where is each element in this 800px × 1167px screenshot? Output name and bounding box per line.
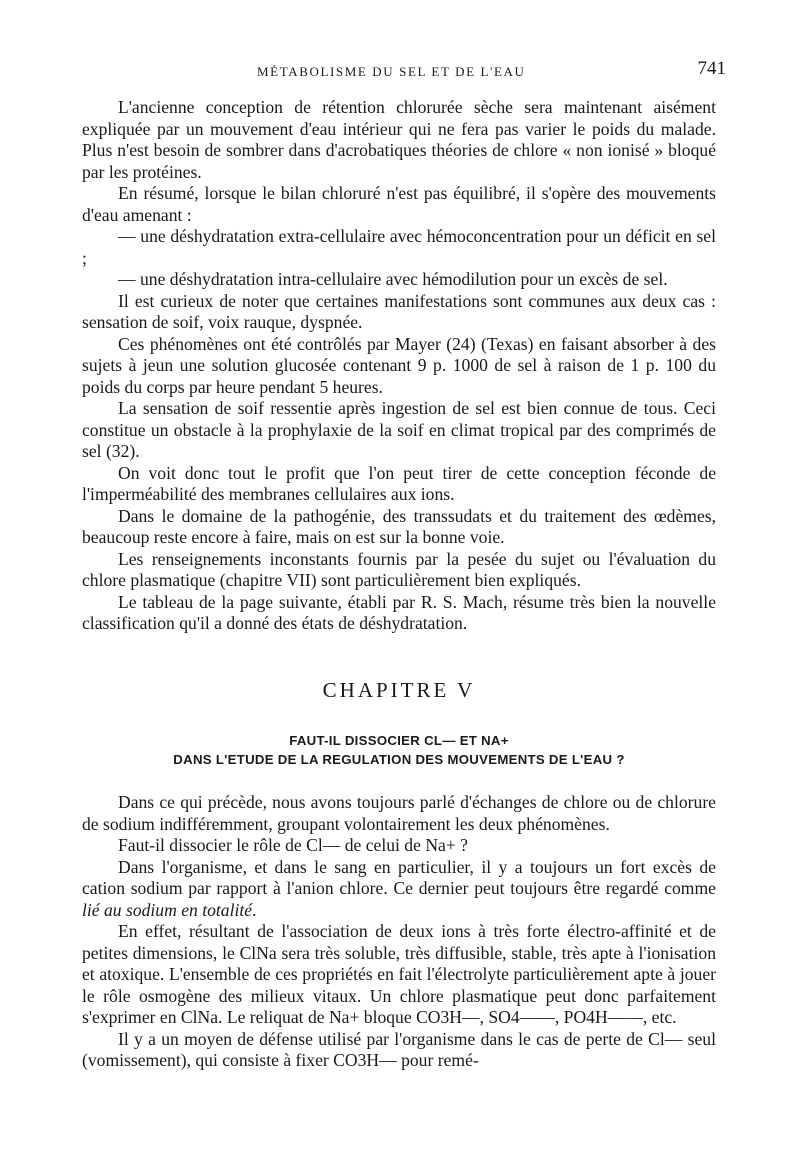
paragraph: Faut-il dissocier le rôle de Cl— de celui de Na+ ? [118, 835, 468, 855]
paragraph: L'ancienne conception de rétention chlorurée sèche sera maintenant aisément expliquée par un mouvement d'eau intérieur qui ne fera pas varier le poids du malade. Plus n'est besoin de sombrer dans d'acrobatiques théories de chlore « non ionisé » bloqué par les protéines. [82, 97, 716, 182]
paragraph: On voit donc tout le profit que l'on peut tirer de cette conception féconde de l'imperméabilité des membranes cellulaires aux ions. [82, 462, 716, 504]
paragraph: Dans ce qui précède, nous avons toujours parlé d'échanges de chlore ou de chlorure de sodium indifféremment, groupant volontairement les deux phénomènes. [82, 792, 716, 834]
paragraph-text: Dans l'organisme, et dans le sang en particulier, il y a toujours un fort excès de cation sodium par rapport à l'anion chlore. Ce dernier peut toujours être regardé comme [82, 856, 716, 898]
paragraph: Les renseignements inconstants fournis par la pesée du sujet ou l'évaluation du chlore plasmatique (chapitre VII) sont particulièrement bien expliqués. [82, 548, 716, 590]
paragraph: Il est curieux de noter que certaines manifestations sont communes aux deux cas : sensation de soif, voix rauque, dyspnée. [82, 290, 716, 332]
paragraph-end: . [252, 899, 257, 920]
body-text-bottom [82, 792, 716, 1072]
paragraph: En effet, résultant de l'association de deux ions à très forte électro-affinité et de petites dimensions, le ClNa sera très soluble, très diffusible, stable, très apte à l'ionisation et atoxique. L'ensemble de ces propriétés en fait l'électrolyte particulièrement apte à jouer le rôle osmogène des milieux vitaux. Un chlore plasmatique peut donc parfaitement s'exprimer en ClNa. Le reliquat de Na+ bloque CO3H—, SO4——, PO4H——, etc. [82, 921, 716, 1027]
section-title-line: DANS L'ETUDE DE LA REGULATION DES MOUVEMENTS DE L'EAU ? [173, 752, 625, 767]
list-item: — une déshydratation extra-cellulaire avec hémoconcentration pour un déficit en sel ; [82, 226, 716, 268]
list-item: — une déshydratation intra-cellulaire avec hémodilution pour un excès de sel. [118, 269, 668, 289]
section-title [82, 731, 716, 769]
paragraph: En résumé, lorsque le bilan chloruré n'est pas équilibré, il s'opère des mouvements d'eau amenant : [82, 183, 716, 225]
page-number: 741 [697, 58, 726, 79]
italic-phrase: lié au sodium en totalité [82, 899, 253, 920]
paragraph: La sensation de soif ressentie après ingestion de sel est bien connue de tous. Ceci constitue un obstacle à la prophylaxie de la soif en climat tropical par des comprimés de sel (32). [82, 398, 716, 461]
paragraph: Il y a un moyen de défense utilisé par l'organisme dans le cas de perte de Cl— seul (vomissement), qui consiste à fixer CO3H— pour remé- [82, 1028, 716, 1070]
paragraph: Dans le domaine de la pathogénie, des transsudats et du traitement des œdèmes, beaucoup reste encore à faire, mais on est sur la bonne voie. [82, 505, 716, 547]
paragraph: Le tableau de la page suivante, établi par R. S. Mach, résume très bien la nouvelle classification qu'il a donné des états de déshydratation. [82, 591, 716, 633]
section-title-line: FAUT-IL DISSOCIER CL— ET NA+ [289, 733, 509, 748]
paragraph: Ces phénomènes ont été contrôlés par Mayer (24) (Texas) en faisant absorber à des sujets à jeun une solution glucosée contenant 9 p. 1000 de sel à raison de 1 p. 100 du poids du corps par heure pendant 5 heures. [82, 333, 716, 397]
chapter-heading: CHAPITRE V [322, 678, 476, 702]
body-text-top [82, 97, 716, 635]
paragraph [82, 857, 716, 922]
running-title: MÉTABOLISME DU SEL ET DE L'EAU [257, 64, 526, 79]
page-header [82, 58, 726, 86]
